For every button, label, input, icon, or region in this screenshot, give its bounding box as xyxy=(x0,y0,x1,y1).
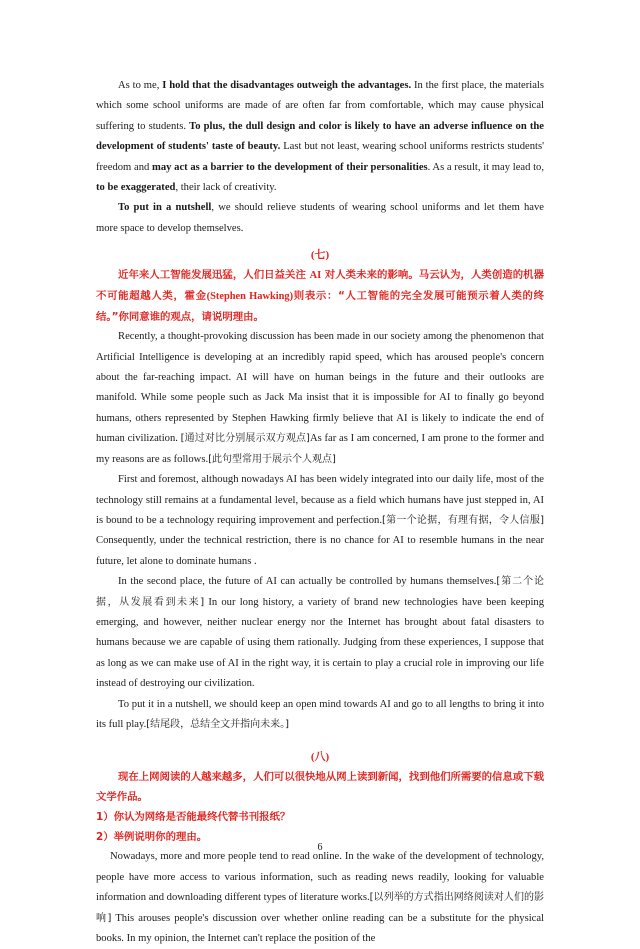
essay8-question-1: 1）你认为网络是否能最终代替书刊报纸？ xyxy=(96,811,291,824)
essay7-paragraph-1: Recently, a thought-provoking discussion has been made in our society among the phenomenon that Artificial Intelligence is developing at an incredibly rapid speed, which has aroused people's concern about the far-reaching impact. AI will have on human beings in the future and their outlooks are manifold. While some people such as Jack Ma insist that it is impossible for AI to finally go beyond humans, others represented by Stephen Hawking firmly believe that AI is likely to indicate the end of human civilization. [通过对比分别展示双方观点]As far as I am concerned, I am prone to the former and my reasons are as follows.[此句型常用于展示个人观点] xyxy=(96,331,545,465)
essay7-paragraph-3: In the second place, the future of AI can actually be controlled by humans themselves.[第二个论据，从发展看到未来] In our long history, a variety of brand new technologies have been keeping emerging, and however, neither nuclear energy nor the Internet has brought about fatal disasters to humans because we are capable of using them rationally. Judging from these experiences, I suppose that as long as we can make use of AI in the right way, it is certain to play a crucial role in improving our life instead of destroying our civilization. xyxy=(96,576,544,690)
essay7-paragraph-4: To put it in a nutshell, we should keep an open mind towards AI and go to all lengths to bring it into its full play.[结尾段，总结全文并指向未来。] xyxy=(96,698,544,730)
essay7-paragraph-2: First and foremost, although nowadays AI has been widely integrated into our daily life, most of the technology still remains at a fundamental level, because as a field which humans have just stepped in, AI is bound to be a technology requiring improvement and perfection.[第一个论据，有理有据，令人信服] Consequently, under the technical restriction, there is no chance for AI to resemble humans in the near future, let alone to dominate humans . xyxy=(96,474,544,567)
annotation-note: [结尾段，总结全文并指向未来。] xyxy=(146,718,290,730)
page-number: 6 xyxy=(317,842,323,853)
essay6-paragraph-2: To put in a nutshell, we should relieve students of wearing school uniforms and let them have more space to develop themselves. xyxy=(96,202,545,234)
annotation-note: [第一个论据，有理有据，令人信服] xyxy=(381,514,544,526)
annotation-note: [以列举的方式指出网络阅读对人们的影响] xyxy=(96,892,544,924)
annotation-note: [此句型常用于展示个人观点] xyxy=(208,453,336,465)
annotation-note: [通过对比分别展示双方观点] xyxy=(180,433,310,445)
document-body xyxy=(96,76,544,949)
essay8-heading: (八) xyxy=(310,751,330,764)
essay7-prompt: 近年来人工智能发展迅猛，人们日益关注 AI 对人类未来的影响。马云认为，人类创造的机器不可能超越人类，霍金(Stephen Hawking)则表示：“人工智能的完全发展可能预示着人类的终结。”你同意谁的观点，请说明理由。 xyxy=(96,269,545,324)
essay8-prompt: 现在上网阅读的人越来越多，人们可以很快地从网上读到新闻，找到他们所需要的信息或下载文学作品。 xyxy=(96,771,545,804)
essay6-paragraph-1: As to me, I hold that the disadvantages outweigh the advantages. In the first place, the materials which some school uniforms are made of are often far from comfortable, which may cause physical suffering to students. To plus, the dull design and color is likely to have an adverse influence on the development of students' taste of beauty. Last but not least, wearing school uniforms restricts students' freedom and may act as a barrier to the development of their personalities. As a result, it may lead to, to be exaggerated, their lack of creativity. xyxy=(96,80,544,194)
essay7-heading: (七) xyxy=(310,249,330,262)
essay8-question-2: 2）举例说明你的理由。 xyxy=(96,831,208,844)
essay8-paragraph-1: Nowadays, more and more people tend to read online. In the wake of the development of technology, people have more access to various information, such as reading news readily, looking for valuable information and downloading different types of literature works.[以列举的方式指出网络阅读对人们的影响] This arouses people's discussion over whether online reading can be a substitute for the physical books. In my opinion, the Internet can't replace the position of the xyxy=(96,851,544,944)
annotation-note: [第二个论据，从发展看到未来] xyxy=(96,576,544,608)
